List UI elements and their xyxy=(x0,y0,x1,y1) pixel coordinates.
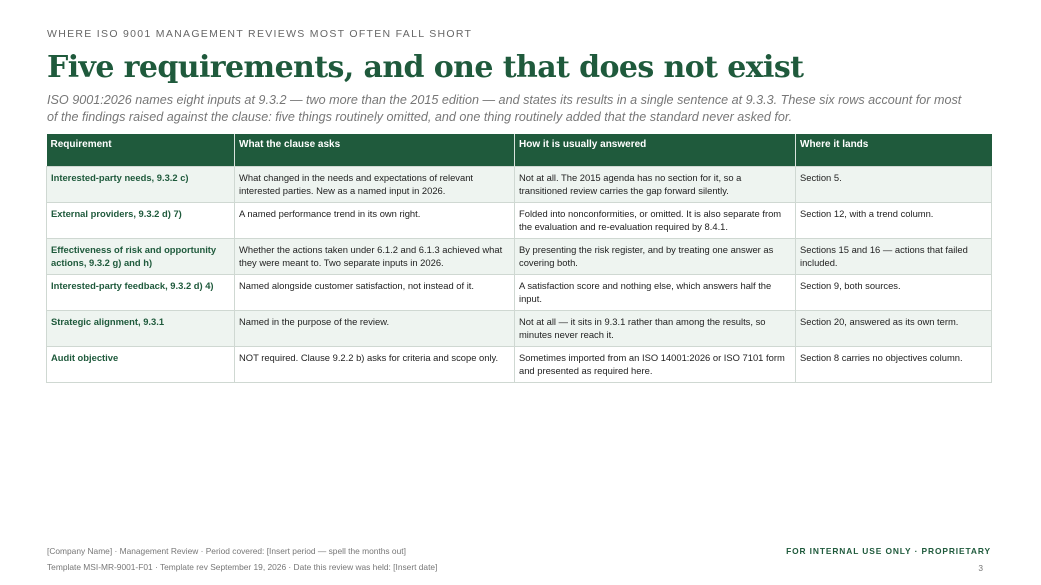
clause-asks-cell: Named alongside customer satisfaction, not instead of it. xyxy=(235,274,515,310)
page-number: 3 xyxy=(978,563,983,573)
usually-answered-cell: Folded into nonconformities, or omitted. It is also separate from the evaluation and re-evaluation required by 8.4.1. xyxy=(515,202,796,238)
requirement-cell: Interested-party needs, 9.3.2 c) xyxy=(47,166,235,202)
requirement-cell: Audit objective xyxy=(47,346,235,382)
requirement-cell: Strategic alignment, 9.3.1 xyxy=(47,310,235,346)
usually-answered-cell: Not at all. The 2015 agenda has no section for it, so a transitioned review carries the gap forward silently. xyxy=(515,166,796,202)
column-header-clause-asks: What the clause asks xyxy=(235,134,515,166)
classification-label: FOR INTERNAL USE ONLY · PROPRIETARY xyxy=(786,546,991,556)
requirement-cell: Effectiveness of risk and opportunity actions, 9.3.2 g) and h) xyxy=(47,238,235,274)
where-it-lands-cell: Section 8 carries no objectives column. xyxy=(796,346,992,382)
where-it-lands-cell: Section 5. xyxy=(796,166,992,202)
clause-asks-cell: Named in the purpose of the review. xyxy=(235,310,515,346)
section-eyebrow: WHERE ISO 9001 MANAGEMENT REVIEWS MOST OFTEN FALL SHORT xyxy=(47,28,473,40)
clause-asks-cell: A named performance trend in its own right. xyxy=(235,202,515,238)
where-it-lands-cell: Sections 15 and 16 — actions that failed included. xyxy=(796,238,992,274)
clause-asks-cell: Whether the actions taken under 6.1.2 and 6.1.3 achieved what they were meant to. Two separate inputs in 2026. xyxy=(235,238,515,274)
column-header-usually-answered: How it is usually answered xyxy=(515,134,796,166)
page-subtitle: ISO 9001:2026 names eight inputs at 9.3.2 — two more than the 2015 edition — and states its results in a single sentence at 9.3.3. These six rows account for most of the findings raised against the clause: five things routinely omitted, and one thing routinely added that the standard never asked for. xyxy=(47,93,962,124)
column-header-requirement: Requirement xyxy=(47,134,235,166)
page-title: Five requirements, and one that does not exist xyxy=(47,50,804,85)
requirement-cell: External providers, 9.3.2 d) 7) xyxy=(47,202,235,238)
where-it-lands-cell: Section 20, answered as its own term. xyxy=(796,310,992,346)
table-header-row xyxy=(47,134,992,166)
footer-company-line: [Company Name] · Management Review · Period covered: [Insert period — spell the months out] xyxy=(47,546,406,556)
requirements-table xyxy=(46,134,992,383)
clause-asks-cell: NOT required. Clause 9.2.2 b) asks for criteria and scope only. xyxy=(235,346,515,382)
column-header-where-it-lands: Where it lands xyxy=(796,134,992,166)
where-it-lands-cell: Section 9, both sources. xyxy=(796,274,992,310)
requirement-cell: Interested-party feedback, 9.3.2 d) 4) xyxy=(47,274,235,310)
table-row xyxy=(47,274,992,310)
table-row xyxy=(47,202,992,238)
table-row xyxy=(47,238,992,274)
usually-answered-cell: Not at all — it sits in 9.3.1 rather than among the results, so minutes never reach it. xyxy=(515,310,796,346)
where-it-lands-cell: Section 12, with a trend column. xyxy=(796,202,992,238)
clause-asks-cell: What changed in the needs and expectations of relevant interested parties. New as a named input in 2026. xyxy=(235,166,515,202)
usually-answered-cell: A satisfaction score and nothing else, which answers half the input. xyxy=(515,274,796,310)
usually-answered-cell: Sometimes imported from an ISO 14001:2026 or ISO 7101 form and presented as required here. xyxy=(515,346,796,382)
table-row xyxy=(47,346,992,382)
table-row xyxy=(47,310,992,346)
table-row xyxy=(47,166,992,202)
usually-answered-cell: By presenting the risk register, and by treating one answer as covering both. xyxy=(515,238,796,274)
footer-template-line: Template MSI-MR-9001-F01 · Template rev September 19, 2026 · Date this review was held: [Insert date] xyxy=(47,562,438,572)
